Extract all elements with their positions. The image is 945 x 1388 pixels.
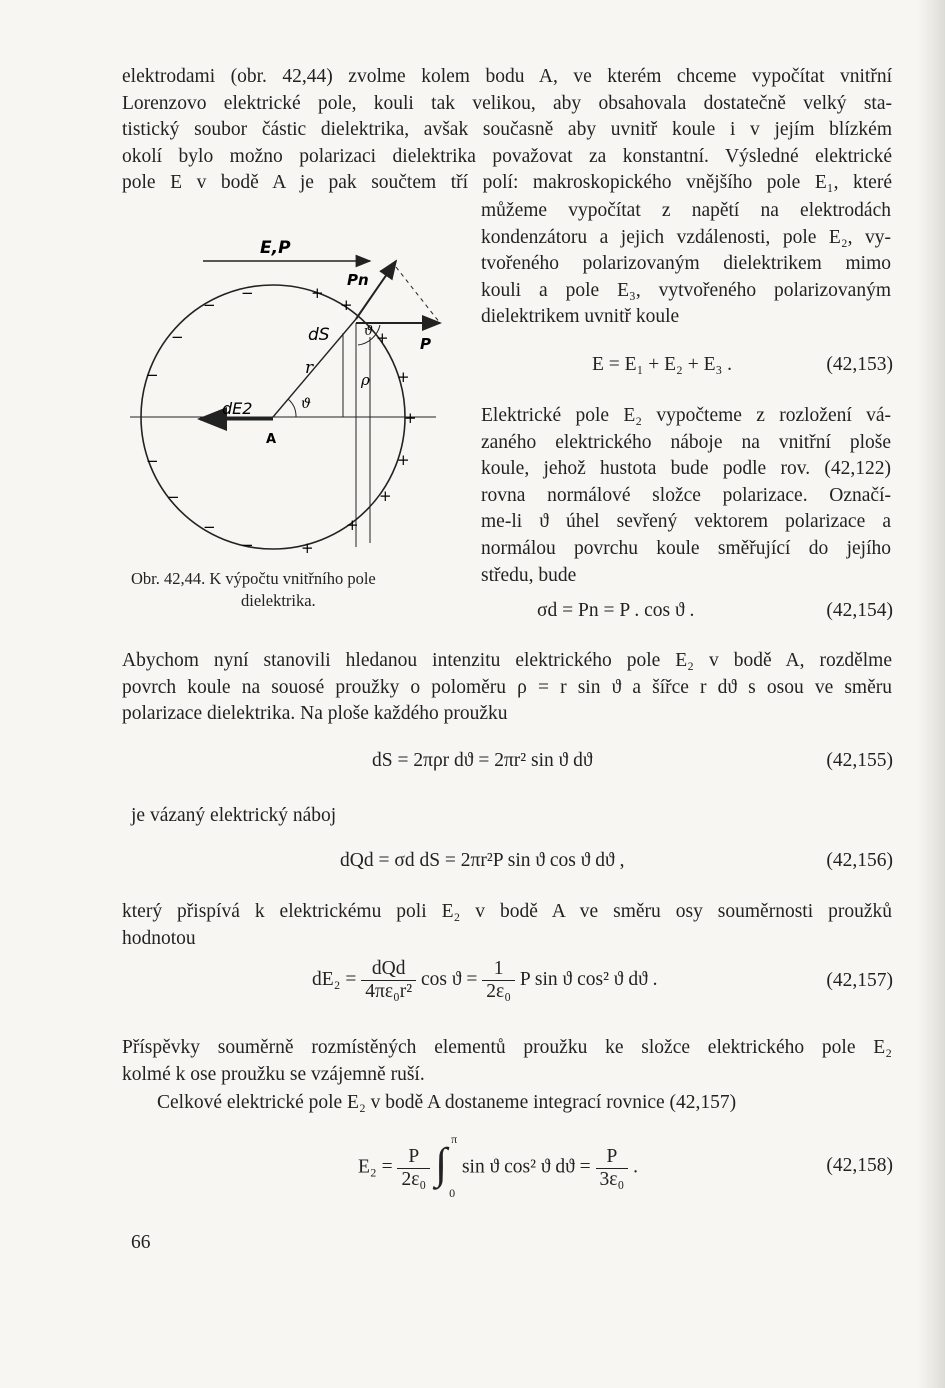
eq-part: P sin ϑ cos² ϑ dϑ . (519, 968, 658, 990)
text-line: normálou povrchu koule směřující do jejího (481, 537, 891, 559)
numerator: P (596, 1146, 629, 1169)
paragraph-intro-continued (481, 198, 891, 331)
equation-number: (42,156) (826, 850, 893, 871)
equation-42-158 (358, 1132, 639, 1200)
paragraph-e2 (481, 403, 891, 589)
equation-number: (42,155) (826, 750, 893, 771)
equation-number: (42,153) (826, 354, 893, 375)
label-rho: ρ (361, 371, 370, 389)
charge-minus: − (203, 296, 216, 314)
fraction (397, 1146, 430, 1191)
text-line: Elektrické pole E₂ vypočteme z rozložení vá- (481, 405, 891, 426)
integral-sign: ∫ π 0 (435, 1132, 458, 1200)
charge-minus: − (241, 536, 254, 554)
integral-upper: π (451, 1132, 458, 1146)
label-e-p: E,P (260, 238, 291, 258)
text-line: dielektrikem uvnitř koule (481, 306, 680, 328)
text-line: elektrodami (obr. 42,44) zvolme kolem bodu A, ve kterém chceme vypočítat vnitřní (122, 66, 892, 87)
charge-plus: + (404, 409, 417, 427)
paragraph-cancel (122, 1035, 892, 1088)
charge-plus: + (311, 284, 324, 302)
label-pn: Pn (347, 271, 369, 289)
charge-plus: + (340, 296, 353, 314)
fraction (482, 958, 515, 1003)
projection-dashed (396, 267, 440, 323)
angle-arc (288, 399, 296, 417)
denominator: 3ε₀ (599, 1168, 625, 1190)
equation-number: (42,157) (826, 970, 893, 991)
text-line: me-li ϑ úhel sevřený vektorem polarizace a (481, 511, 891, 533)
paragraph-strips (122, 648, 892, 728)
denominator: 4πε₀r² (365, 981, 413, 1002)
paragraph-integration: Celkové elektrické pole E₂ v bodě A dostaneme integrací rovnice (42,157) (157, 1092, 737, 1113)
eq-part: cos ϑ = (421, 968, 478, 990)
charge-plus: + (397, 368, 410, 386)
text-line: který přispívá k elektrickému poli E₂ v bodě A ve směru osy souměrnosti proužků (122, 901, 892, 922)
charge-minus: − (167, 488, 180, 506)
equation-42-154: σd = Pn = P . cos ϑ . (537, 600, 695, 621)
label-theta: ϑ (301, 396, 312, 412)
figure-sphere-diagram (118, 225, 463, 560)
text-line: okolí bylo možno polarizaci dielektrika považovat za konstantní. Výsledné elektrické (122, 145, 892, 167)
text-line: kouli a pole E₃, vytvořeného polarizovaným (481, 279, 891, 301)
eq-part: dE₂ = (312, 968, 357, 990)
charge-plus: + (346, 516, 359, 534)
charge-minus: − (171, 328, 184, 346)
label-p: P (420, 335, 431, 353)
integral-lower: 0 (449, 1186, 456, 1200)
equation-42-153: E = E₁ + E₂ + E₃ . (592, 354, 733, 375)
text-line: hodnotou (122, 927, 196, 949)
charge-minus: − (203, 518, 216, 536)
label-ds: dS (308, 325, 330, 345)
text-line: povrch koule na souosé proužky o poloměru ρ = r sin ϑ a šířce r dϑ s osou ve směru (122, 676, 892, 698)
equation-42-155: dS = 2πρr dϑ = 2πr² sin ϑ dϑ (372, 750, 593, 771)
charge-minus: − (146, 366, 159, 384)
numerator: dQd (361, 958, 416, 981)
text-line: koule, jehož hustota bude podle rov. (42,122) (481, 458, 891, 480)
label-de2: dE2 (222, 399, 253, 418)
text-line: rovna normálové složce polarizace. Označí- (481, 484, 891, 506)
numerator: P (397, 1146, 430, 1169)
text-line: polarizace dielektrika. Na ploše každého proužku (122, 703, 508, 725)
eq-part: . (633, 1156, 639, 1178)
text-line: zaného elektrického náboje na vnitřní ploše (481, 431, 891, 453)
text-line: středu, bude (481, 564, 577, 586)
eq-part: sin ϑ cos² ϑ dϑ = (461, 1156, 591, 1178)
denominator: 2ε₀ (401, 1168, 427, 1190)
eq-part: E₂ = (358, 1156, 393, 1178)
label-theta: ϑ (364, 324, 374, 339)
text-line: pole E v bodě A je pak součtem tří polí: makroskopického vnějšího pole E₁, které (122, 172, 892, 194)
page-number: 66 (131, 1232, 151, 1253)
label-r: r (305, 358, 314, 378)
paragraph-charge: je vázaný elektrický náboj (131, 805, 337, 826)
text-line: můžeme vypočítat z napětí na elektrodách (481, 200, 891, 221)
equation-number: (42,158) (826, 1155, 893, 1176)
caption-line: dielektrika. (241, 591, 316, 610)
charge-plus: + (301, 539, 314, 557)
fraction (361, 958, 416, 1003)
label-a: A (266, 432, 277, 447)
equation-42-156: dQd = σd dS = 2πr²P sin ϑ cos ϑ dϑ , (340, 850, 625, 871)
charge-minus: − (146, 452, 159, 470)
pn-arrow (356, 261, 396, 319)
text-line: Abychom nyní stanovili hledanou intenzitu elektrického pole E₂ v bodě A, rozdělme (122, 650, 892, 671)
text-line: Příspěvky souměrně rozmístěných elementů proužku ke složce elektrického pole E₂ (122, 1037, 892, 1058)
text-line: Lorenzovo elektrické pole, kouli tak velikou, aby obsahovala dostatečně velký sta- (122, 92, 892, 114)
charge-plus: + (397, 451, 410, 469)
paragraph-contribution (122, 899, 892, 952)
text-line: kolmé k ose proužku se vzájemně ruší. (122, 1063, 425, 1085)
figure-caption (131, 568, 461, 612)
charge-plus: + (379, 487, 392, 505)
equation-number: (42,154) (826, 600, 893, 621)
equation-42-157 (312, 958, 657, 1003)
denominator: 2ε₀ (486, 981, 512, 1002)
fraction (596, 1146, 629, 1191)
page-edge (917, 0, 945, 1388)
numerator: 1 (482, 958, 515, 981)
paragraph-intro (122, 64, 892, 197)
text-line: kondenzátoru a jejich vzdálenosti, pole E₂, vy- (481, 226, 891, 248)
charge-minus: − (241, 284, 254, 302)
text-line: tistický soubor částic dielektrika, avšak současně aby uvnitř koule i v jejím blízkém (122, 119, 892, 141)
charge-plus: + (376, 329, 389, 347)
caption-line: Obr. 42,44. K výpočtu vnitřního pole (131, 569, 376, 588)
text-line: tvořeného polarizovaným dielektrikem mimo (481, 253, 891, 275)
